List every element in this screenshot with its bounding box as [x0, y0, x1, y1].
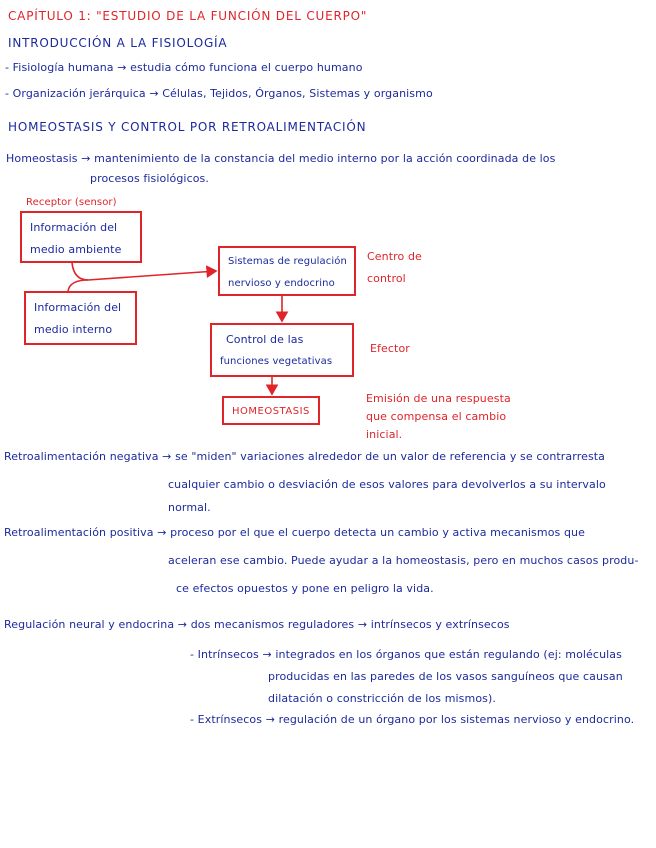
- intro-heading: INTRODUCCIÓN A LA FISIOLOGÍA: [8, 36, 228, 50]
- centro-control-label-1: Centro de: [367, 250, 422, 263]
- emision-line-3: inicial.: [366, 428, 403, 441]
- homeostasis-definition-line-1: Homeostasis → mantenimiento de la constancia del medio interno por la acción coordinada de los: [6, 152, 556, 165]
- connector-interno: [68, 280, 88, 291]
- emision-line-2: que compensa el cambio: [366, 410, 507, 423]
- box-medio-ambiente-line-2: medio ambiente: [30, 243, 122, 256]
- box-medio-ambiente-line-1: Información del: [30, 221, 118, 234]
- box-medio-interno-line-1: Información del: [34, 301, 122, 314]
- efector-label: Efector: [370, 342, 410, 355]
- receptor-label: Receptor (sensor): [26, 197, 117, 208]
- box-control-line-1: Control de las: [226, 333, 304, 346]
- retro-negativa-line-2: cualquier cambio o desviación de esos valores para devolverlos a su intervalo: [168, 478, 606, 491]
- fisiologia-line: - Fisiología humana → estudia cómo funciona el cuerpo humano: [5, 61, 363, 74]
- homeostasis-definition-line-2: procesos fisiológicos.: [90, 172, 209, 185]
- connector-ambiente: [72, 263, 88, 280]
- intrinsecos-line-1: - Intrínsecos → integrados en los órganos que están regulando (ej: moléculas: [190, 648, 622, 661]
- box-homeostasis-label: HOMEOSTASIS: [232, 406, 310, 417]
- extrinsecos-line-1: - Extrínsecos → regulación de un órgano por los sistemas nervioso y endocrino.: [190, 713, 635, 726]
- regulacion-line-1: Regulación neural y endocrina → dos mecanismos reguladores → intrínsecos y extrínsecos: [4, 618, 510, 631]
- retro-positiva-line-2: aceleran ese cambio. Puede ayudar a la homeostasis, pero en muchos casos produ-: [168, 554, 639, 567]
- box-sistemas-line-1: Sistemas de regulación: [228, 256, 347, 267]
- box-sistemas-line-2: nervioso y endocrino: [228, 278, 335, 289]
- chapter-title: CAPÍTULO 1: "ESTUDIO DE LA FUNCIÓN DEL CUERPO": [8, 9, 368, 23]
- intrinsecos-line-3: dilatación o constricción de los mismos).: [268, 692, 496, 705]
- emision-line-1: Emisión de una respuesta: [366, 392, 511, 405]
- homeostasis-heading: HOMEOSTASIS Y CONTROL POR RETROALIMENTACIÓN: [8, 120, 367, 134]
- retro-positiva-line-1: Retroalimentación positiva → proceso por el que el cuerpo detecta un cambio y activa mecanismos que: [4, 526, 585, 539]
- centro-control-label-2: control: [367, 272, 406, 285]
- box-medio-interno-line-2: medio interno: [34, 323, 113, 336]
- intrinsecos-line-2: producidas en las paredes de los vasos sanguíneos que causan: [268, 670, 623, 683]
- retro-negativa-line-1: Retroalimentación negativa → se "miden" variaciones alrededor de un valor de referencia y se contrarresta: [4, 450, 606, 463]
- organizacion-line: - Organización jerárquica → Células, Tejidos, Órganos, Sistemas y organismo: [5, 87, 433, 100]
- retro-positiva-line-3: ce efectos opuestos y pone en peligro la vida.: [176, 582, 434, 595]
- arrow-to-sistemas: [88, 271, 216, 280]
- box-control-line-2: funciones vegetativas: [220, 356, 333, 367]
- retro-negativa-line-3: normal.: [168, 501, 211, 514]
